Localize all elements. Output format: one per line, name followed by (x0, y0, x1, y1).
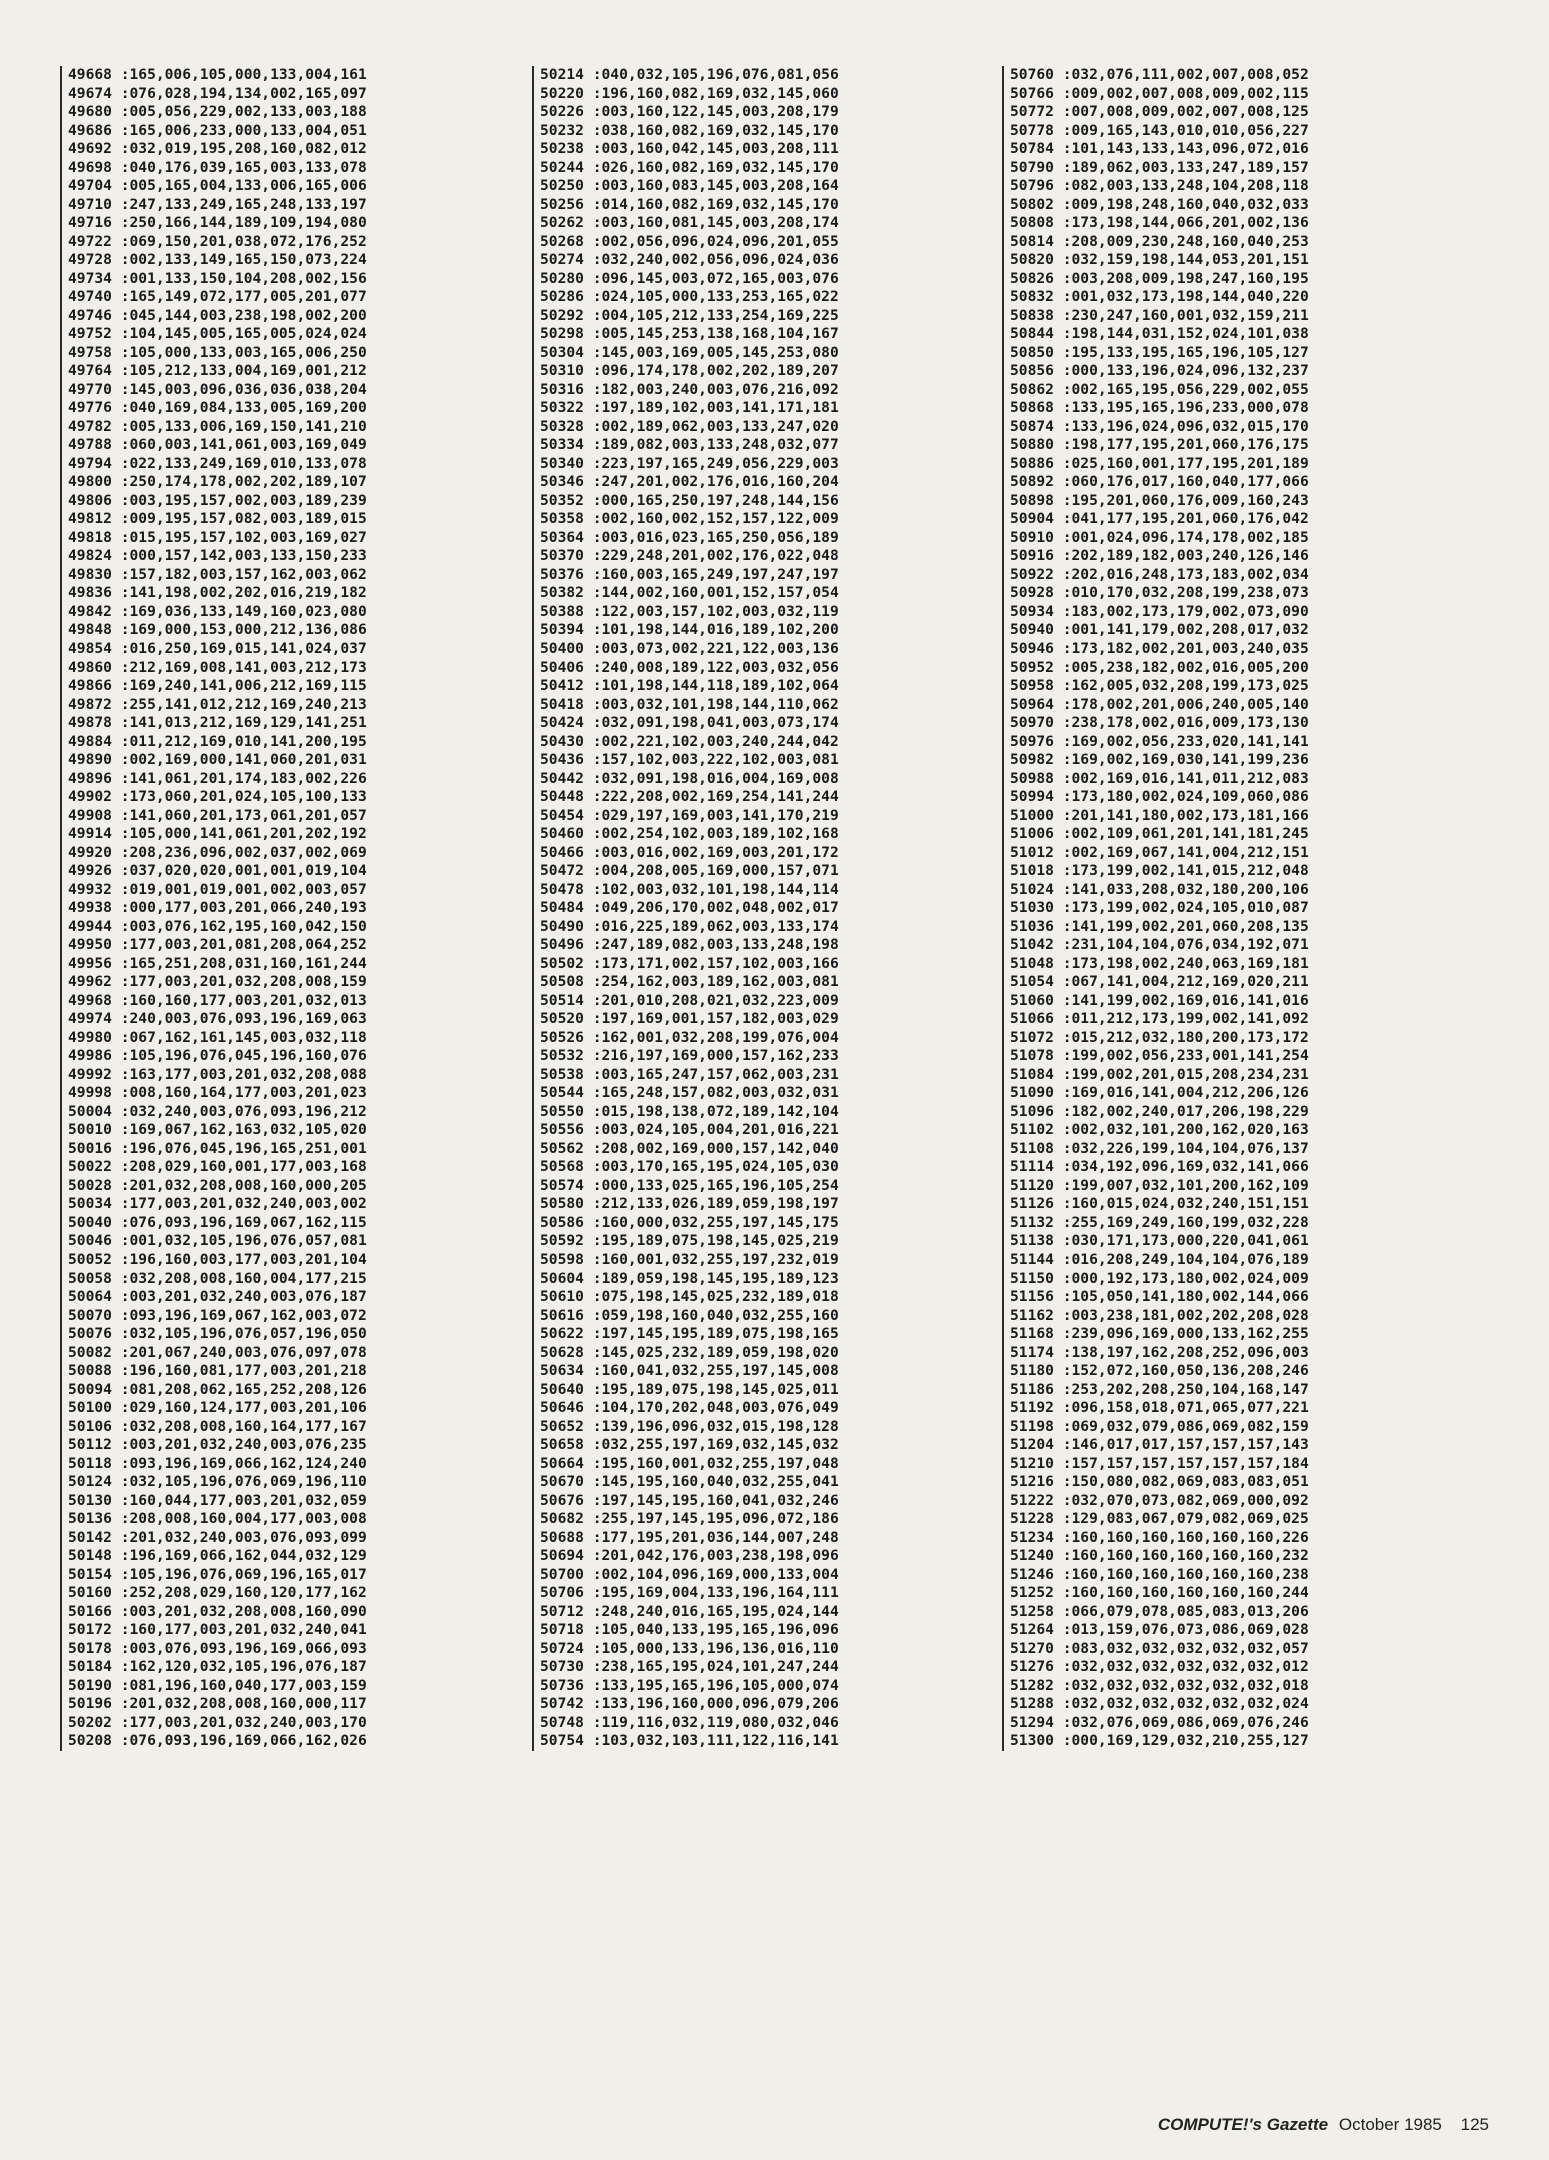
listing-line: 50688 :177,195,201,036,144,007,248 (540, 1528, 839, 1546)
listing-line: 49824 :000,157,142,003,133,150,233 (68, 547, 367, 565)
listing-line: 49962 :177,003,201,032,208,008,159 (68, 973, 367, 991)
listing-line: 50136 :208,008,160,004,177,003,008 (68, 1510, 367, 1528)
listing-line: 50286 :024,105,000,133,253,165,022 (540, 288, 839, 306)
listing-line: 50412 :101,198,144,118,189,102,064 (540, 677, 839, 695)
listing-line: 49986 :105,196,076,045,196,160,076 (68, 1047, 367, 1065)
listing-line: 51030 :173,199,002,024,105,010,087 (1010, 899, 1309, 917)
listing-line: 50166 :003,201,032,208,008,160,090 (68, 1602, 367, 1620)
listing-line: 50340 :223,197,165,249,056,229,003 (540, 454, 839, 472)
listing-line: 50394 :101,198,144,016,189,102,200 (540, 621, 839, 639)
listing-line: 51072 :015,212,032,180,200,173,172 (1010, 1028, 1309, 1046)
listing-line: 50124 :032,105,196,076,069,196,110 (68, 1473, 367, 1491)
listing-line: 50622 :197,145,195,189,075,198,165 (540, 1325, 839, 1343)
listing-line: 50832 :001,032,173,198,144,040,220 (1010, 288, 1309, 306)
listing-line: 50958 :162,005,032,208,199,173,025 (1010, 677, 1309, 695)
listing-line: 51042 :231,104,104,076,034,192,071 (1010, 936, 1309, 954)
listing-line: 51174 :138,197,162,208,252,096,003 (1010, 1343, 1309, 1361)
listing-line: 49932 :019,001,019,001,002,003,057 (68, 880, 367, 898)
listing-line: 50574 :000,133,025,165,196,105,254 (540, 1176, 839, 1194)
listing-line: 51114 :034,192,096,169,032,141,066 (1010, 1158, 1309, 1176)
listing-line: 50358 :002,160,002,152,157,122,009 (540, 510, 839, 528)
listing-line: 50400 :003,073,002,221,122,003,136 (540, 639, 839, 657)
listing-line: 50382 :144,002,160,001,152,157,054 (540, 584, 839, 602)
listing-line: 51168 :239,096,169,000,133,162,255 (1010, 1325, 1309, 1343)
listing-line: 49728 :002,133,149,165,150,073,224 (68, 251, 367, 269)
listing-line: 50460 :002,254,102,003,189,102,168 (540, 825, 839, 843)
listing-line: 50388 :122,003,157,102,003,032,119 (540, 602, 839, 620)
listing-line: 49968 :160,160,177,003,201,032,013 (68, 991, 367, 1009)
listing-line: 50130 :160,044,177,003,201,032,059 (68, 1491, 367, 1509)
listing-line: 50628 :145,025,232,189,059,198,020 (540, 1343, 839, 1361)
listing-line: 50754 :103,032,103,111,122,116,141 (540, 1732, 839, 1750)
listing-line: 50046 :001,032,105,196,076,057,081 (68, 1232, 367, 1250)
listing-line: 51108 :032,226,199,104,104,076,137 (1010, 1139, 1309, 1157)
listing-line: 50862 :002,165,195,056,229,002,055 (1010, 380, 1309, 398)
listing-line: 51156 :105,050,141,180,002,144,066 (1010, 1288, 1309, 1306)
listing-line: 49878 :141,013,212,169,129,141,251 (68, 714, 367, 732)
listing-line: 50196 :201,032,208,008,160,000,117 (68, 1695, 367, 1713)
listing-line: 50262 :003,160,081,145,003,208,174 (540, 214, 839, 232)
listing-line: 50076 :032,105,196,076,057,196,050 (68, 1325, 367, 1343)
listing-line: 50700 :002,104,096,169,000,133,004 (540, 1565, 839, 1583)
listing-line: 51294 :032,076,069,086,069,076,246 (1010, 1713, 1309, 1731)
listing-line: 50562 :208,002,169,000,157,142,040 (540, 1139, 839, 1157)
listing-line: 50526 :162,001,032,208,199,076,004 (540, 1028, 839, 1046)
listing-line: 50808 :173,198,144,066,201,002,136 (1010, 214, 1309, 232)
listing-line: 50448 :222,208,002,169,254,141,244 (540, 788, 839, 806)
listing-line: 50640 :195,189,075,198,145,025,011 (540, 1380, 839, 1398)
listing-line: 50778 :009,165,143,010,010,056,227 (1010, 121, 1309, 139)
listing-line: 50580 :212,133,026,189,059,198,197 (540, 1195, 839, 1213)
listing-line: 50334 :189,082,003,133,248,032,077 (540, 436, 839, 454)
listing-line: 50250 :003,160,083,145,003,208,164 (540, 177, 839, 195)
listing-line: 51006 :002,109,061,201,141,181,245 (1010, 825, 1309, 843)
listing-line: 50670 :145,195,160,040,032,255,041 (540, 1473, 839, 1491)
listing-line: 51252 :160,160,160,160,160,160,244 (1010, 1584, 1309, 1602)
listing-line: 51162 :003,238,181,002,202,208,028 (1010, 1306, 1309, 1324)
listing-line: 50442 :032,091,198,016,004,169,008 (540, 769, 839, 787)
listing-line: 51132 :255,169,249,160,199,032,228 (1010, 1213, 1309, 1231)
listing-line: 49980 :067,162,161,145,003,032,118 (68, 1028, 367, 1046)
listing-line: 50268 :002,056,096,024,096,201,055 (540, 232, 839, 250)
listing-line: 50502 :173,171,002,157,102,003,166 (540, 954, 839, 972)
listing-line: 51066 :011,212,173,199,002,141,092 (1010, 1010, 1309, 1028)
listing-line: 50964 :178,002,201,006,240,005,140 (1010, 695, 1309, 713)
listing-line: 51078 :199,002,056,233,001,141,254 (1010, 1047, 1309, 1065)
listing-line: 50742 :133,196,160,000,096,079,206 (540, 1695, 839, 1713)
listing-column-3 (1002, 66, 1309, 1751)
listing-line: 50436 :157,102,003,222,102,003,081 (540, 751, 839, 769)
listing-line: 50232 :038,160,082,169,032,145,170 (540, 121, 839, 139)
listing-line: 50748 :119,116,032,119,080,032,046 (540, 1713, 839, 1731)
listing-line: 49710 :247,133,249,165,248,133,197 (68, 195, 367, 213)
listing-line: 50478 :102,003,032,101,198,144,114 (540, 880, 839, 898)
listing-line: 50244 :026,160,082,169,032,145,170 (540, 158, 839, 176)
listing-line: 50802 :009,198,248,160,040,032,033 (1010, 195, 1309, 213)
listing-line: 50898 :195,201,060,176,009,160,243 (1010, 491, 1309, 509)
listing-line: 49974 :240,003,076,093,196,169,063 (68, 1010, 367, 1028)
listing-line: 51150 :000,192,173,180,002,024,009 (1010, 1269, 1309, 1287)
listing-line: 49890 :002,169,000,141,060,201,031 (68, 751, 367, 769)
listing-line: 50316 :182,003,240,003,076,216,092 (540, 380, 839, 398)
listing-line: 50736 :133,195,165,196,105,000,074 (540, 1676, 839, 1694)
listing-line: 50550 :015,198,138,072,189,142,104 (540, 1102, 839, 1120)
listing-line: 49686 :165,006,233,000,133,004,051 (68, 121, 367, 139)
listing-line: 50508 :254,162,003,189,162,003,081 (540, 973, 839, 991)
listing-line: 50904 :041,177,195,201,060,176,042 (1010, 510, 1309, 528)
listing-line: 50178 :003,076,093,196,169,066,093 (68, 1639, 367, 1657)
listing-line: 49770 :145,003,096,036,036,038,204 (68, 380, 367, 398)
listing-line: 51282 :032,032,032,032,032,032,018 (1010, 1676, 1309, 1694)
listing-line: 49746 :045,144,003,238,198,002,200 (68, 306, 367, 324)
listing-line: 49680 :005,056,229,002,133,003,188 (68, 103, 367, 121)
listing-line: 51216 :150,080,082,069,083,083,051 (1010, 1473, 1309, 1491)
listing-line: 50040 :076,093,196,169,067,162,115 (68, 1213, 367, 1231)
listing-line: 49818 :015,195,157,102,003,169,027 (68, 528, 367, 546)
listing-line: 49698 :040,176,039,165,003,133,078 (68, 158, 367, 176)
listing-line: 51288 :032,032,032,032,032,032,024 (1010, 1695, 1309, 1713)
listing-line: 50466 :003,016,002,169,003,201,172 (540, 843, 839, 861)
listing-line: 49908 :141,060,201,173,061,201,057 (68, 806, 367, 824)
listing-line: 51246 :160,160,160,160,160,160,238 (1010, 1565, 1309, 1583)
listing-line: 50088 :196,160,081,177,003,201,218 (68, 1362, 367, 1380)
listing-line: 49896 :141,061,201,174,183,002,226 (68, 769, 367, 787)
listing-line: 50610 :075,198,145,025,232,189,018 (540, 1288, 839, 1306)
listing-line: 50364 :003,016,023,165,250,056,189 (540, 528, 839, 546)
listing-line: 50586 :160,000,032,255,197,145,175 (540, 1213, 839, 1231)
listing-line: 50874 :133,196,024,096,032,015,170 (1010, 417, 1309, 435)
listing-line: 49848 :169,000,153,000,212,136,086 (68, 621, 367, 639)
listing-line: 51000 :201,141,180,002,173,181,166 (1010, 806, 1309, 824)
listing-line: 51276 :032,032,032,032,032,032,012 (1010, 1658, 1309, 1676)
listing-line: 50208 :076,093,196,169,066,162,026 (68, 1732, 367, 1750)
listing-line: 50976 :169,002,056,233,020,141,141 (1010, 732, 1309, 750)
listing-line: 49668 :165,006,105,000,133,004,161 (68, 66, 367, 83)
listing-line: 49950 :177,003,201,081,208,064,252 (68, 936, 367, 954)
listing-line: 50304 :145,003,169,005,145,253,080 (540, 343, 839, 361)
listing-line: 51222 :032,070,073,082,069,000,092 (1010, 1491, 1309, 1509)
listing-line: 50184 :162,120,032,105,196,076,187 (68, 1658, 367, 1676)
listing-line: 51228 :129,083,067,079,082,069,025 (1010, 1510, 1309, 1528)
listing-line: 49836 :141,198,002,202,016,219,182 (68, 584, 367, 602)
listing-line: 50538 :003,165,247,157,062,003,231 (540, 1065, 839, 1083)
listing-line: 49752 :104,145,005,165,005,024,024 (68, 325, 367, 343)
listing-line: 49860 :212,169,008,141,003,212,173 (68, 658, 367, 676)
listing-line: 51036 :141,199,002,201,060,208,135 (1010, 917, 1309, 935)
listing-line: 50172 :160,177,003,201,032,240,041 (68, 1621, 367, 1639)
listing-line: 49998 :008,160,164,177,003,201,023 (68, 1084, 367, 1102)
page-number: 125 (1460, 2115, 1489, 2134)
listing-line: 49866 :169,240,141,006,212,169,115 (68, 677, 367, 695)
listing-line: 50190 :081,196,160,040,177,003,159 (68, 1676, 367, 1694)
listing-line: 49806 :003,195,157,002,003,189,239 (68, 491, 367, 509)
listing-line: 50844 :198,144,031,152,024,101,038 (1010, 325, 1309, 343)
listing-line: 49734 :001,133,150,104,208,002,156 (68, 269, 367, 287)
listing-line: 50010 :169,067,162,163,032,105,020 (68, 1121, 367, 1139)
listing-line: 51264 :013,159,076,073,086,069,028 (1010, 1621, 1309, 1639)
listing-line: 50718 :105,040,133,195,165,196,096 (540, 1621, 839, 1639)
listing-line: 51198 :069,032,079,086,069,082,159 (1010, 1417, 1309, 1435)
listing-line: 50568 :003,170,165,195,024,105,030 (540, 1158, 839, 1176)
listing-line: 49872 :255,141,012,212,169,240,213 (68, 695, 367, 713)
listing-line: 50430 :002,221,102,003,240,244,042 (540, 732, 839, 750)
listing-line: 50094 :081,208,062,165,252,208,126 (68, 1380, 367, 1398)
listing-line: 51234 :160,160,160,160,160,160,226 (1010, 1528, 1309, 1546)
listing-line: 49812 :009,195,157,082,003,189,015 (68, 510, 367, 528)
listing-line: 50598 :160,001,032,255,197,232,019 (540, 1251, 839, 1268)
listing-line: 51096 :182,002,240,017,206,198,229 (1010, 1102, 1309, 1120)
listing-line: 50604 :189,059,198,145,195,189,123 (540, 1269, 839, 1287)
listing-line: 50796 :082,003,133,248,104,208,118 (1010, 177, 1309, 195)
listing-line: 50712 :248,240,016,165,195,024,144 (540, 1602, 839, 1620)
listing-line: 50970 :238,178,002,016,009,173,130 (1010, 714, 1309, 732)
listing-line: 50682 :255,197,145,195,096,072,186 (540, 1510, 839, 1528)
listing-line: 51090 :169,016,141,004,212,206,126 (1010, 1084, 1309, 1102)
listing-line: 50298 :005,145,253,138,168,104,167 (540, 325, 839, 343)
listing-line: 50238 :003,160,042,145,003,208,111 (540, 140, 839, 158)
listing-line: 50928 :010,170,032,208,199,238,073 (1010, 584, 1309, 602)
listing-line: 50880 :198,177,195,201,060,176,175 (1010, 436, 1309, 454)
listing-line: 50322 :197,189,102,003,141,171,181 (540, 399, 839, 417)
listing-line: 50982 :169,002,169,030,141,199,236 (1010, 751, 1309, 769)
listing-line: 49794 :022,133,249,169,010,133,078 (68, 454, 367, 472)
listing-line: 51018 :173,199,002,141,015,212,048 (1010, 862, 1309, 880)
listing-line: 50706 :195,169,004,133,196,164,111 (540, 1584, 839, 1602)
listing-line: 49944 :003,076,162,195,160,042,150 (68, 917, 367, 935)
listing-line: 49938 :000,177,003,201,066,240,193 (68, 899, 367, 917)
listing-line: 49758 :105,000,133,003,165,006,250 (68, 343, 367, 361)
listing-line: 50274 :032,240,002,056,096,024,036 (540, 251, 839, 269)
listing-line: 50616 :059,198,160,040,032,255,160 (540, 1306, 839, 1324)
listing-line: 50946 :173,182,002,201,003,240,035 (1010, 639, 1309, 657)
listing-line: 49830 :157,182,003,157,162,003,062 (68, 565, 367, 583)
listing-line: 51186 :253,202,208,250,104,168,147 (1010, 1380, 1309, 1398)
listing-line: 50520 :197,169,001,157,182,003,029 (540, 1010, 839, 1028)
listing-line: 50058 :032,208,008,160,004,177,215 (68, 1269, 367, 1287)
listing-line: 50826 :003,208,009,198,247,160,195 (1010, 269, 1309, 287)
listing-line: 50814 :208,009,230,248,160,040,253 (1010, 232, 1309, 250)
listing-line: 49800 :250,174,178,002,202,189,107 (68, 473, 367, 491)
listing-line: 50532 :216,197,169,000,157,162,233 (540, 1047, 839, 1065)
listing-line: 50028 :201,032,208,008,160,000,205 (68, 1176, 367, 1194)
listing-line: 50784 :101,143,133,143,096,072,016 (1010, 140, 1309, 158)
listing-line: 50556 :003,024,105,004,201,016,221 (540, 1121, 839, 1139)
listing-line: 49722 :069,150,201,038,072,176,252 (68, 232, 367, 250)
listing-line: 50484 :049,206,170,002,048,002,017 (540, 899, 839, 917)
listing-column-2 (532, 66, 839, 1751)
listing-line: 50892 :060,176,017,160,040,177,066 (1010, 473, 1309, 491)
listing-line: 51192 :096,158,018,071,065,077,221 (1010, 1399, 1309, 1417)
listing-line: 49854 :016,250,169,015,141,024,037 (68, 639, 367, 657)
publication-name: COMPUTE!'s Gazette (1157, 2115, 1329, 2134)
listing-line: 50838 :230,247,160,001,032,159,211 (1010, 306, 1309, 324)
listing-line: 50034 :177,003,201,032,240,003,002 (68, 1195, 367, 1213)
listing-line: 50118 :093,196,169,066,162,124,240 (68, 1454, 367, 1472)
listing-line: 49692 :032,019,195,208,160,082,012 (68, 140, 367, 158)
listing-line: 50820 :032,159,198,144,053,201,151 (1010, 251, 1309, 269)
listing-line: 50220 :196,160,082,169,032,145,060 (540, 84, 839, 102)
listing-line: 50634 :160,041,032,255,197,145,008 (540, 1362, 839, 1380)
listing-line: 51084 :199,002,201,015,208,234,231 (1010, 1065, 1309, 1083)
listing-line: 50346 :247,201,002,176,016,160,204 (540, 473, 839, 491)
listing-line: 50922 :202,016,248,173,183,002,034 (1010, 565, 1309, 583)
listing-line: 49674 :076,028,194,134,002,165,097 (68, 84, 367, 102)
listing-line: 50772 :007,008,009,002,007,008,125 (1010, 103, 1309, 121)
listing-line: 49926 :037,020,020,001,001,019,104 (68, 862, 367, 880)
listing-line: 50100 :029,160,124,177,003,201,106 (68, 1399, 367, 1417)
listing-line: 51240 :160,160,160,160,160,160,232 (1010, 1547, 1309, 1565)
listing-line: 50160 :252,208,029,160,120,177,162 (68, 1584, 367, 1602)
listing-line: 50490 :016,225,189,062,003,133,174 (540, 917, 839, 935)
listing-line: 49902 :173,060,201,024,105,100,133 (68, 788, 367, 806)
listing-line: 49914 :105,000,141,061,201,202,192 (68, 825, 367, 843)
listing-line: 50766 :009,002,007,008,009,002,115 (1010, 84, 1309, 102)
listing-line: 50514 :201,010,208,021,032,223,009 (540, 991, 839, 1009)
listing-line: 51102 :002,032,101,200,162,020,163 (1010, 1121, 1309, 1139)
listing-line: 51180 :152,072,160,050,136,208,246 (1010, 1362, 1309, 1380)
listing-column-1 (60, 66, 367, 1751)
listing-line: 49782 :005,133,006,169,150,141,210 (68, 417, 367, 435)
listing-line: 50112 :003,201,032,240,003,076,235 (68, 1436, 367, 1454)
listing-line: 51012 :002,169,067,141,004,212,151 (1010, 843, 1309, 861)
listing-line: 50064 :003,201,032,240,003,076,187 (68, 1288, 367, 1306)
listing-line: 51204 :146,017,017,157,157,157,143 (1010, 1436, 1309, 1454)
listing-line: 50016 :196,076,045,196,165,251,001 (68, 1139, 367, 1157)
listing-line: 49704 :005,165,004,133,006,165,006 (68, 177, 367, 195)
listing-line: 50082 :201,067,240,003,076,097,078 (68, 1343, 367, 1361)
listing-line: 50544 :165,248,157,082,003,032,031 (540, 1084, 839, 1102)
listing-line: 50106 :032,208,008,160,164,177,167 (68, 1417, 367, 1435)
listing-line: 50592 :195,189,075,198,145,025,219 (540, 1232, 839, 1250)
listing-line: 51024 :141,033,208,032,180,200,106 (1010, 880, 1309, 898)
listing-line: 50154 :105,196,076,069,196,165,017 (68, 1565, 367, 1583)
listing-line: 49992 :163,177,003,201,032,208,088 (68, 1065, 367, 1083)
listing-line: 51270 :083,032,032,032,032,032,057 (1010, 1639, 1309, 1657)
page-footer (1158, 2115, 1489, 2135)
listing-line: 50310 :096,174,178,002,202,189,207 (540, 362, 839, 380)
listing-line: 50052 :196,160,003,177,003,201,104 (68, 1251, 367, 1268)
listing-line: 51060 :141,199,002,169,016,141,016 (1010, 991, 1309, 1009)
listing-line: 49788 :060,003,141,061,003,169,049 (68, 436, 367, 454)
listing-line: 50790 :189,062,003,133,247,189,157 (1010, 158, 1309, 176)
listing-line: 50694 :201,042,176,003,238,198,096 (540, 1547, 839, 1565)
listing-line: 50226 :003,160,122,145,003,208,179 (540, 103, 839, 121)
listing-line: 50328 :002,189,062,003,133,247,020 (540, 417, 839, 435)
listing-line: 50454 :029,197,169,003,141,170,219 (540, 806, 839, 824)
listing-line: 51054 :067,141,004,212,169,020,211 (1010, 973, 1309, 991)
listing-line: 50676 :197,145,195,160,041,032,246 (540, 1491, 839, 1509)
listing-line: 49716 :250,166,144,189,109,194,080 (68, 214, 367, 232)
listing-line: 50730 :238,165,195,024,101,247,244 (540, 1658, 839, 1676)
listing-line: 50868 :133,195,165,196,233,000,078 (1010, 399, 1309, 417)
listing-line: 50202 :177,003,201,032,240,003,170 (68, 1713, 367, 1731)
listing-line: 49842 :169,036,133,149,160,023,080 (68, 602, 367, 620)
listing-line: 49776 :040,169,084,133,005,169,200 (68, 399, 367, 417)
listing-line: 50256 :014,160,082,169,032,145,170 (540, 195, 839, 213)
listing-line: 49740 :165,149,072,177,005,201,077 (68, 288, 367, 306)
listing-line: 50142 :201,032,240,003,076,093,099 (68, 1528, 367, 1546)
listing-line: 50886 :025,160,001,177,195,201,189 (1010, 454, 1309, 472)
listing-line: 51300 :000,169,129,032,210,255,127 (1010, 1732, 1309, 1750)
listing-line: 50856 :000,133,196,024,096,132,237 (1010, 362, 1309, 380)
listing-line: 49920 :208,236,096,002,037,002,069 (68, 843, 367, 861)
listing-line: 50352 :000,165,250,197,248,144,156 (540, 491, 839, 509)
listing-line: 50652 :139,196,096,032,015,198,128 (540, 1417, 839, 1435)
listing-line: 50994 :173,180,002,024,109,060,086 (1010, 788, 1309, 806)
listing-line: 51120 :199,007,032,101,200,162,109 (1010, 1176, 1309, 1194)
listing-line: 50292 :004,105,212,133,254,169,225 (540, 306, 839, 324)
listing-line: 50934 :183,002,173,179,002,073,090 (1010, 602, 1309, 620)
listing-line: 50406 :240,008,189,122,003,032,056 (540, 658, 839, 676)
listing-line: 51126 :160,015,024,032,240,151,151 (1010, 1195, 1309, 1213)
listing-line: 50760 :032,076,111,002,007,008,052 (1010, 66, 1309, 83)
listing-line: 51138 :030,171,173,000,220,041,061 (1010, 1232, 1309, 1250)
listing-line: 50004 :032,240,003,076,093,196,212 (68, 1102, 367, 1120)
listing-line: 49956 :165,251,208,031,160,161,244 (68, 954, 367, 972)
listing-line: 50370 :229,248,201,002,176,022,048 (540, 547, 839, 565)
listing-line: 49884 :011,212,169,010,141,200,195 (68, 732, 367, 750)
listing-line: 50496 :247,189,082,003,133,248,198 (540, 936, 839, 954)
listing-line: 49764 :105,212,133,004,169,001,212 (68, 362, 367, 380)
listing-line: 50214 :040,032,105,196,076,081,056 (540, 66, 839, 83)
listing-line: 51210 :157,157,157,157,157,157,184 (1010, 1454, 1309, 1472)
listing-line: 50658 :032,255,197,169,032,145,032 (540, 1436, 839, 1454)
listing-line: 50022 :208,029,160,001,177,003,168 (68, 1158, 367, 1176)
listing-line: 50724 :105,000,133,196,136,016,110 (540, 1639, 839, 1657)
listing-line: 50148 :196,169,066,162,044,032,129 (68, 1547, 367, 1565)
listing-line: 50424 :032,091,198,041,003,073,174 (540, 714, 839, 732)
listing-line: 50910 :001,024,096,174,178,002,185 (1010, 528, 1309, 546)
listing-line: 50646 :104,170,202,048,003,076,049 (540, 1399, 839, 1417)
listing-line: 50418 :003,032,101,198,144,110,062 (540, 695, 839, 713)
listing-line: 50940 :001,141,179,002,208,017,032 (1010, 621, 1309, 639)
listing-line: 50070 :093,196,169,067,162,003,072 (68, 1306, 367, 1324)
listing-line: 50280 :096,145,003,072,165,003,076 (540, 269, 839, 287)
listing-line: 50664 :195,160,001,032,255,197,048 (540, 1454, 839, 1472)
listing-line: 50916 :202,189,182,003,240,126,146 (1010, 547, 1309, 565)
listing-line: 50376 :160,003,165,249,197,247,197 (540, 565, 839, 583)
issue-date: October 1985 (1338, 2115, 1442, 2134)
listing-line: 51144 :016,208,249,104,104,076,189 (1010, 1251, 1309, 1268)
listing-line: 50988 :002,169,016,141,011,212,083 (1010, 769, 1309, 787)
listing-line: 50952 :005,238,182,002,016,005,200 (1010, 658, 1309, 676)
listing-line: 50472 :004,208,005,169,000,157,071 (540, 862, 839, 880)
listing-line: 51258 :066,079,078,085,083,013,206 (1010, 1602, 1309, 1620)
listing-line: 51048 :173,198,002,240,063,169,181 (1010, 954, 1309, 972)
listing-line: 50850 :195,133,195,165,196,105,127 (1010, 343, 1309, 361)
